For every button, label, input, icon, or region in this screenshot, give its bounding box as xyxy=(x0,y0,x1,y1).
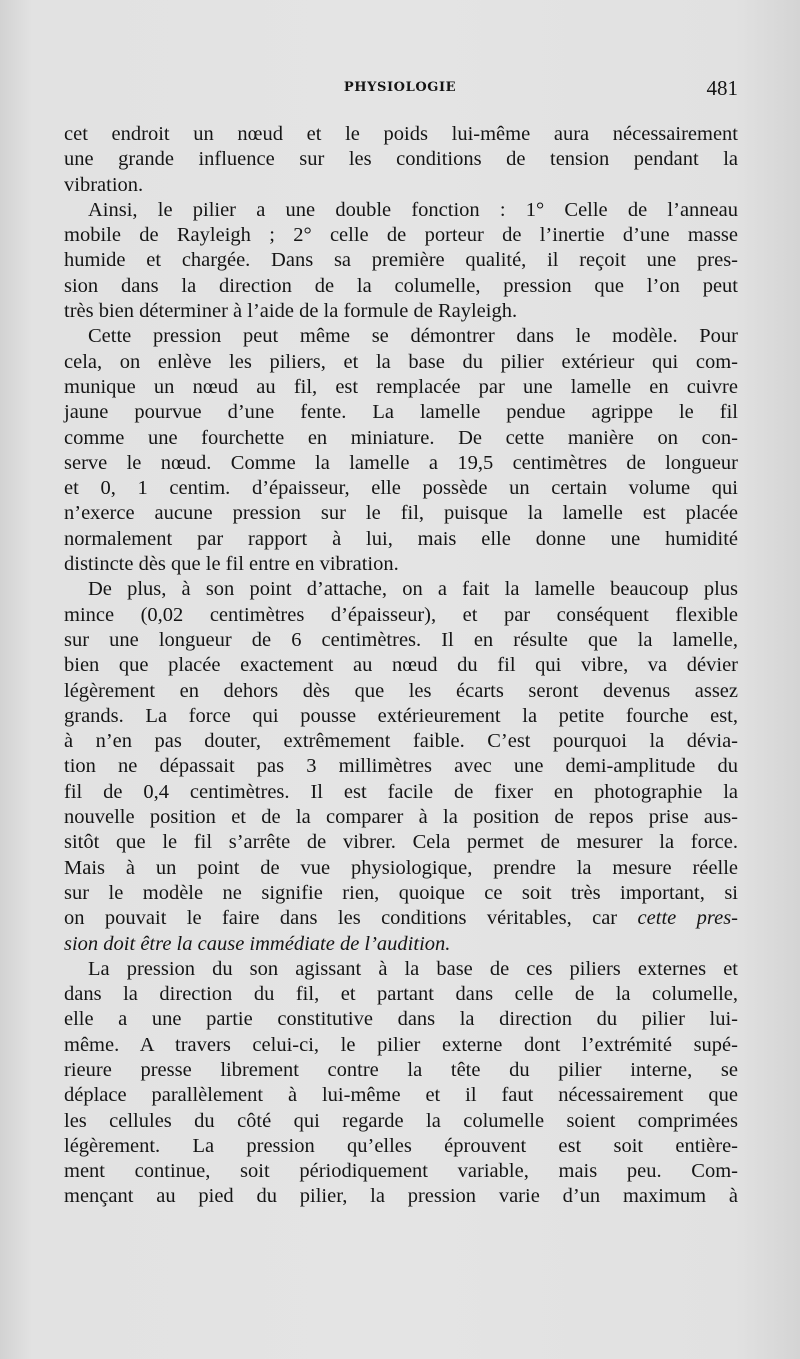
text-segment: on pouvait le faire dans les conditions véritables, car xyxy=(64,907,618,930)
text-line: cela, on enlève les piliers, et la base du pilier extérieur qui com- xyxy=(64,350,738,373)
text-line: une grande influence sur les conditions de tension pendant la xyxy=(64,148,738,171)
text-line: cet endroit un nœud et le poids lui-même aura nécessairement xyxy=(64,123,738,145)
text-line: Mais à un point de vue physiologique, prendre la mesure réelle xyxy=(64,856,738,879)
text-line: légèrement en dehors dès que les écarts seront devenus assez xyxy=(64,679,738,702)
text-line: mençant au pied du pilier, la pression varie d’un maximum à xyxy=(64,1185,738,1208)
text-line: jaune pourvue d’une fente. La lamelle pendue agrippe le fil xyxy=(64,401,738,424)
text-line: sur une longueur de 6 centimètres. Il en résulte que la lamelle, xyxy=(64,628,738,651)
text-line: De plus, à son point d’attache, on a fait la lamelle beaucoup plus xyxy=(88,578,738,601)
text-line-mixed xyxy=(64,906,738,931)
text-line: n’exerce aucune pression sur le fil, puisque la lamelle est placée xyxy=(64,502,738,525)
text-line: même. A travers celui-ci, le pilier externe dont l’extrémité supé- xyxy=(64,1033,738,1056)
text-line: sitôt que le fil s’arrête de vibrer. Cela permet de mesurer la force. xyxy=(64,831,738,854)
text-line: légèrement. La pression qu’elles éprouvent est soit entière- xyxy=(64,1134,738,1157)
italic-text: cette pres- xyxy=(637,907,739,930)
text-line: sion dans la direction de la columelle, pression que l’on peut xyxy=(64,274,738,297)
italic-text: sion doit être la cause immédiate de l’audition. xyxy=(64,932,451,955)
text-line: sur le modèle ne signifie rien, quoique ce soit très important, si xyxy=(64,881,738,904)
text-line: grands. La force qui pousse extérieurement la petite fourche est, xyxy=(64,704,738,727)
text-line: bien que placée exactement au nœud du fil qui vibre, va dévier xyxy=(64,654,738,677)
text-line-italic xyxy=(64,932,738,957)
text-line: à n’en pas douter, extrêmement faible. C’est pourquoi la dévia- xyxy=(64,730,738,753)
text-line: mobile de Rayleigh ; 2° celle de porteur de l’inertie d’une masse xyxy=(64,224,738,247)
text-line: comme une fourchette en miniature. De cette manière on con- xyxy=(64,426,738,449)
text-line: serve le nœud. Comme la lamelle a 19,5 centimètres de longueur xyxy=(64,451,738,474)
text-line: mince (0,02 centimètres d’épaisseur), et par conséquent flexible xyxy=(64,603,738,626)
text-line: Ainsi, le pilier a une double fonction : 1° Celle de l’anneau xyxy=(88,198,738,221)
text-line: fil de 0,4 centimètres. Il est facile de fixer en photographie la xyxy=(64,780,738,803)
text-line: normalement par rapport à lui, mais elle donne une humidité xyxy=(64,527,738,550)
page-number: 481 xyxy=(706,76,738,100)
text-line: La pression du son agissant à la base de ces piliers externes et xyxy=(88,957,738,980)
text-line: déplace parallèlement à lui-même et il faut nécessairement que xyxy=(64,1084,738,1107)
text-line: munique un nœud au fil, est remplacée par une lamelle en cuivre xyxy=(64,375,738,398)
text-line: les cellules du côté qui regarde la columelle soient comprimées xyxy=(64,1109,738,1132)
running-title: PHYSIOLOGIE xyxy=(343,80,457,95)
text-line: vibration. xyxy=(64,173,144,196)
text-line: et 0, 1 centim. d’épaisseur, elle possède un certain volume qui xyxy=(64,477,738,500)
body-text xyxy=(64,122,738,1210)
page-header xyxy=(62,78,738,102)
text-line: très bien déterminer à l’aide de la formule de Rayleigh. xyxy=(64,300,518,323)
text-line: tion ne dépassait pas 3 millimètres avec une demi-amplitude du xyxy=(64,755,738,778)
text-line: nouvelle position et de la comparer à la position de repos prise aus- xyxy=(64,806,738,829)
text-line: distincte dès que le fil entre en vibration. xyxy=(64,553,399,576)
text-line: rieure presse librement contre la tête du pilier interne, se xyxy=(64,1058,738,1081)
text-line: dans la direction du fil, et partant dans celle de la columelle, xyxy=(64,983,738,1006)
text-line: Cette pression peut même se démontrer dans le modèle. Pour xyxy=(88,325,738,348)
text-line: ment continue, soit périodiquement variable, mais peu. Com- xyxy=(64,1160,738,1183)
text-line: elle a une partie constitutive dans la direction du pilier lui- xyxy=(64,1008,738,1031)
text-line: humide et chargée. Dans sa première qualité, il reçoit une pres- xyxy=(64,249,738,272)
